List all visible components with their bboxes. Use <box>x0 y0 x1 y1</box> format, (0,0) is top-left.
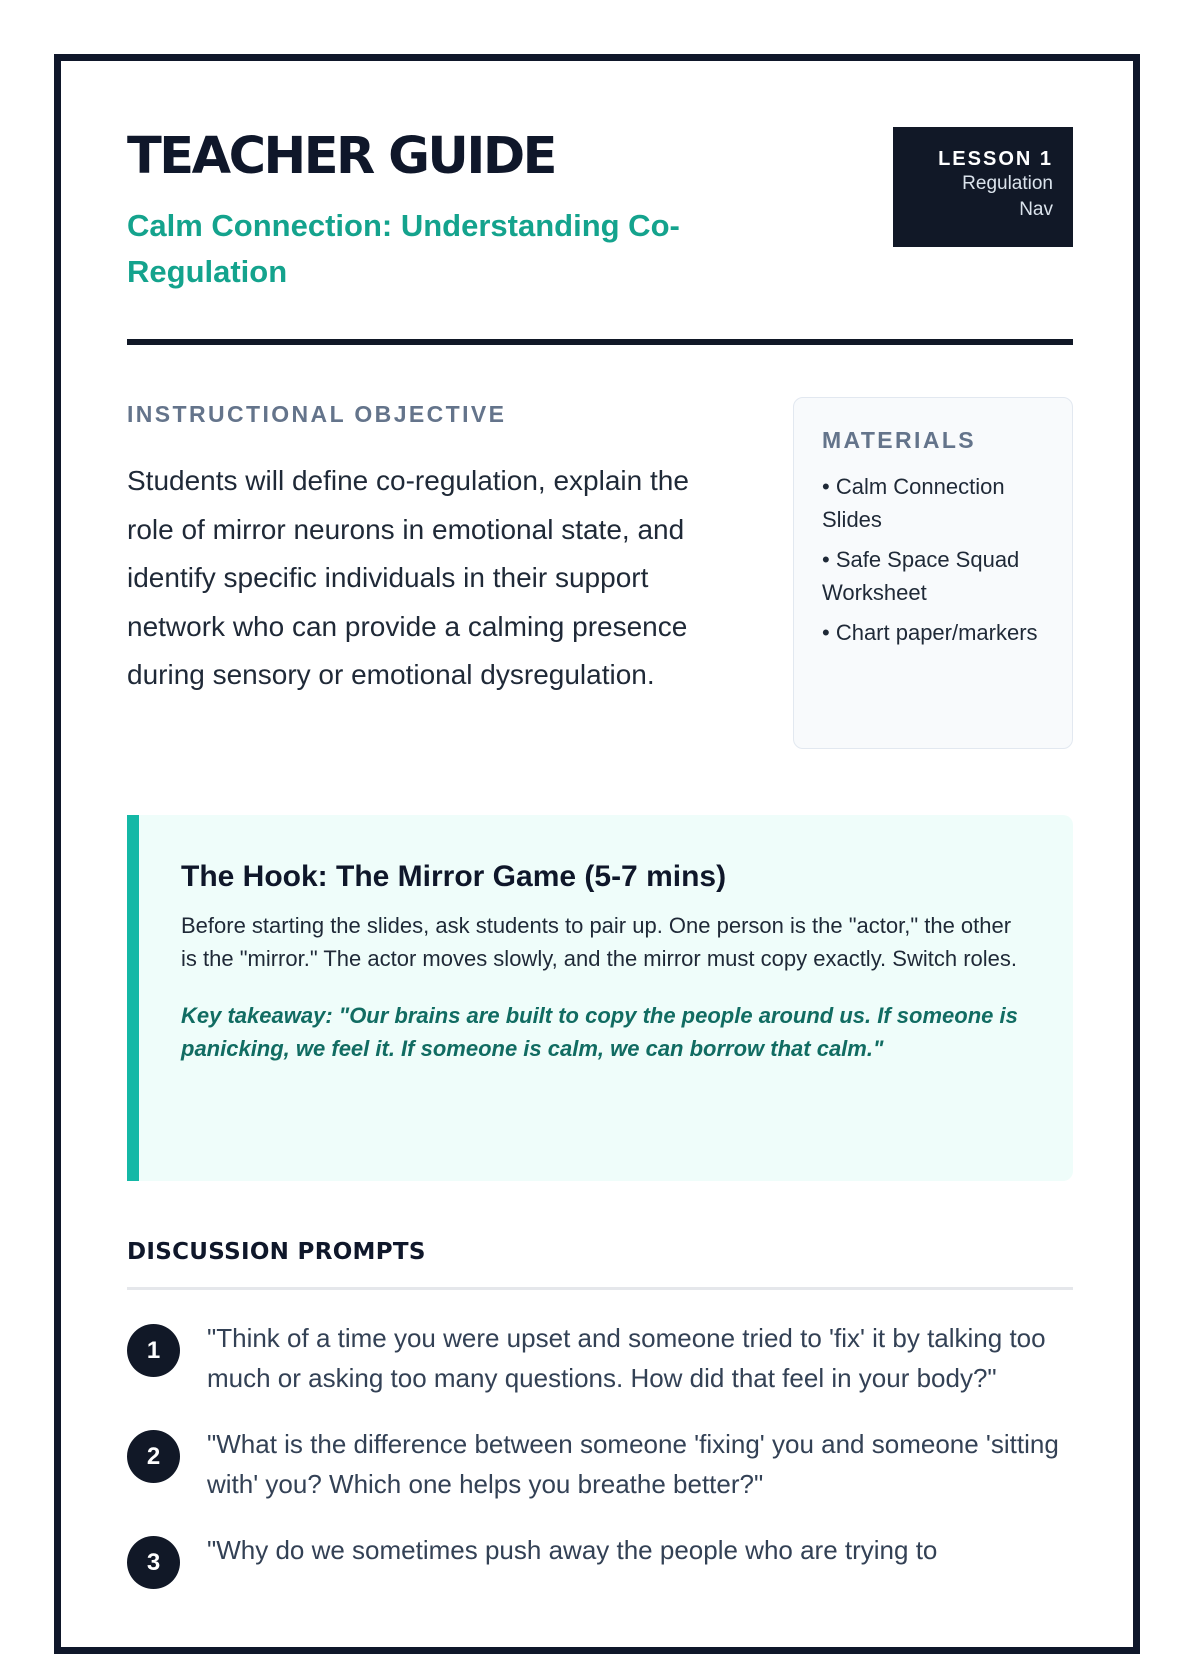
header-divider <box>127 339 1073 345</box>
discussion-prompts-title: DISCUSSION PROMPTS <box>127 1239 426 1265</box>
prompt-text: "Why do we sometimes push away the people who are trying to <box>207 1535 938 1565</box>
discussion-prompts-divider <box>127 1287 1073 1290</box>
page-header <box>127 127 1073 295</box>
prompt-text: "Think of a time you were upset and someone tried to 'fix' it by talking too much or asking too many questions. How did that feel in your body?" <box>207 1323 1046 1393</box>
materials-box <box>793 397 1073 749</box>
page-title: TEACHER GUIDE <box>127 127 555 186</box>
lesson-badge <box>893 127 1073 247</box>
objective-label: INSTRUCTIONAL OBJECTIVE <box>127 401 507 427</box>
lesson-number: LESSON 1 <box>938 148 1053 170</box>
lesson-subtitle: Calm Connection: Understanding Co-Regulation <box>127 208 680 289</box>
hook-instructions: Before starting the slides, ask students to pair up. One person is the "actor," the other is the "mirror." The actor moves slowly, and the mirror must copy exactly. Switch roles. <box>181 913 1017 971</box>
hook-key-takeaway: Key takeaway: "Our brains are built to copy the people around us. If someone is panicking, we feel it. If someone is calm, we can borrow that calm." <box>181 1003 1018 1061</box>
objective-text: Students will define co-regulation, explain the role of mirror neurons in emotional state, and identify specific individuals in their support network who can provide a calming presence during sensory or emotional dysregulation. <box>127 465 689 690</box>
teacher-guide-page <box>54 54 1140 1654</box>
prompt-text: "What is the difference between someone 'fixing' you and someone 'sitting with' you? Which one helps you breathe better?" <box>207 1429 1059 1499</box>
material-item: • Safe Space Squad Worksheet <box>822 547 1020 605</box>
hook-section <box>127 815 1073 1181</box>
instructional-objective-section <box>127 399 737 749</box>
prompt-number-badge: 3 <box>127 1536 180 1589</box>
title-block <box>127 127 777 295</box>
lesson-category-line-2: Nav <box>1019 199 1053 220</box>
discussion-prompt-item <box>127 1424 1073 1504</box>
hook-title: The Hook: The Mirror Game (5-7 mins) <box>181 860 727 893</box>
materials-label: MATERIALS <box>822 427 977 453</box>
discussion-prompt-item <box>127 1318 1073 1398</box>
objective-materials-row <box>127 399 1073 749</box>
discussion-prompt-item <box>127 1530 1073 1589</box>
prompt-number-badge: 1 <box>127 1324 180 1377</box>
page-content <box>127 127 1073 1615</box>
prompt-number-badge: 2 <box>127 1430 180 1483</box>
discussion-prompts-section <box>127 1237 1073 1589</box>
discussion-prompts-list <box>127 1318 1073 1589</box>
material-item: • Chart paper/markers <box>822 620 1038 645</box>
lesson-category-line-1: Regulation <box>962 173 1053 194</box>
material-item: • Calm Connection Slides <box>822 474 1005 532</box>
